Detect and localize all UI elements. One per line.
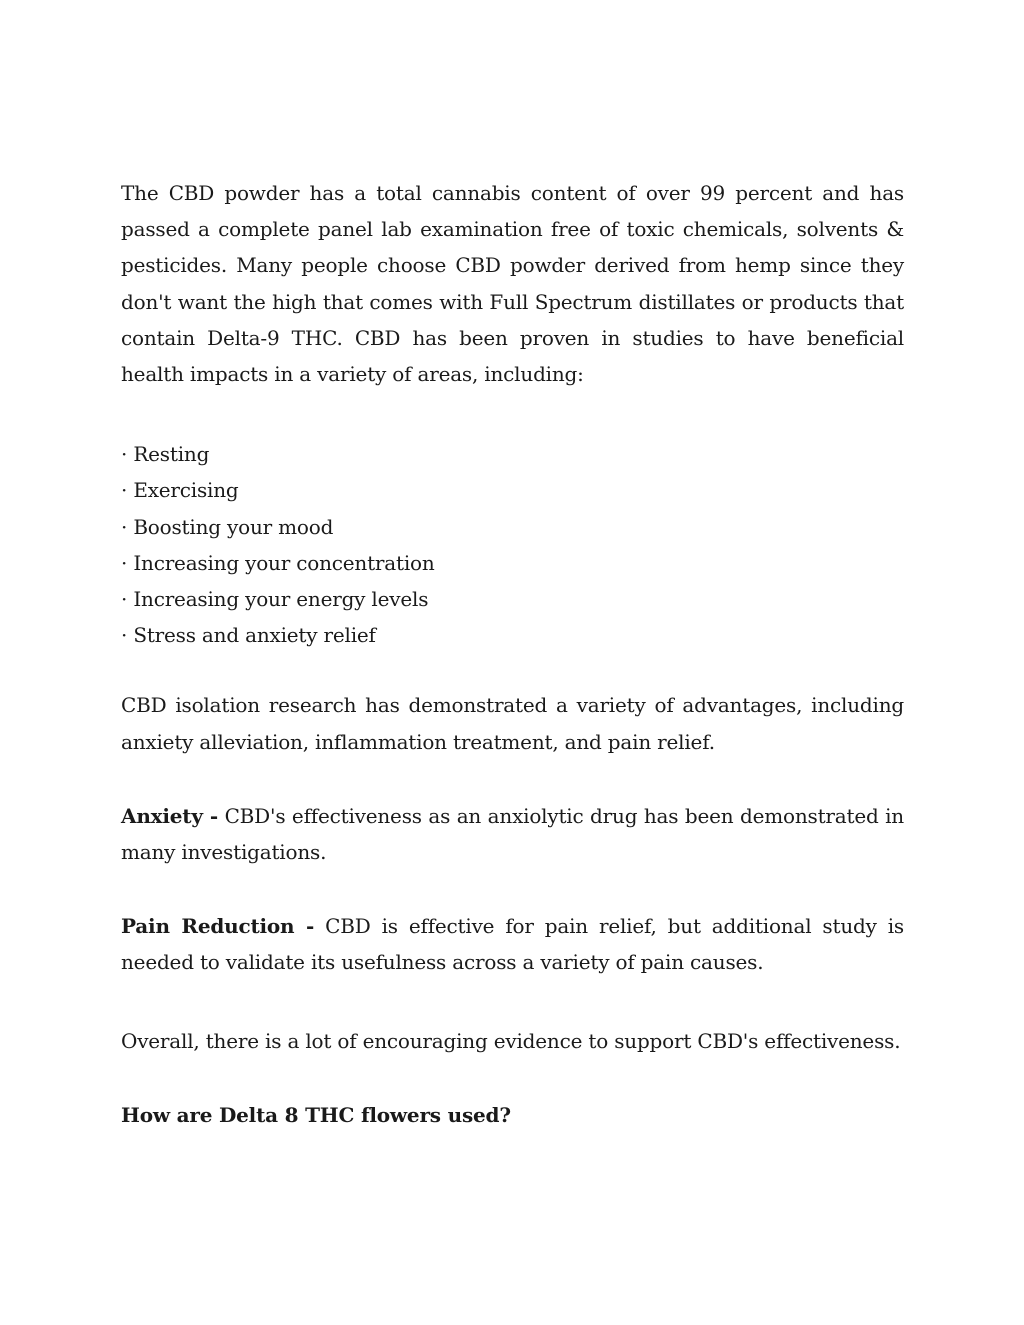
anxiety-label: Anxiety -: [121, 803, 219, 828]
list-item: · Stress and anxiety relief: [121, 623, 376, 648]
pain-paragraph: [121, 908, 904, 980]
anxiety-text: CBD's effectiveness as an anxiolytic drug has been demonstrated in many investigations.: [121, 803, 904, 865]
list-item: · Increasing your concentration: [121, 550, 435, 575]
list-item: · Boosting your mood: [121, 514, 334, 539]
pain-label: Pain Reduction -: [121, 914, 315, 939]
anxiety-paragraph: [121, 798, 904, 870]
list-item: · Exercising: [121, 478, 239, 503]
document-page: [121, 175, 904, 1133]
list-item: · Increasing your energy levels: [121, 587, 429, 612]
isolation-paragraph: CBD isolation research has demonstrated a variety of advantages, including anxiety alleviation, inflammation treatment, and pain relief.: [121, 693, 904, 754]
intro-paragraph: The CBD powder has a total cannabis content of over 99 percent and has passed a complete panel lab examination free of toxic chemicals, solvents & pesticides. Many people choose CBD powder derived from hemp since they don't want the high that comes with Full Spectrum distillates or products that contain Delta-9 THC. CBD has been proven in studies to have beneficial health impacts in a variety of areas, including:: [121, 181, 904, 387]
overall-paragraph: Overall, there is a lot of encouraging evidence to support CBD's effectiveness.: [121, 1028, 901, 1053]
pain-text: CBD is effective for pain relief, but additional study is needed to validate its usefulness across a variety of pain causes.: [121, 914, 904, 975]
benefits-list: [121, 436, 904, 653]
list-item: · Resting: [121, 442, 210, 467]
section-heading: How are Delta 8 THC flowers used?: [121, 1102, 511, 1127]
